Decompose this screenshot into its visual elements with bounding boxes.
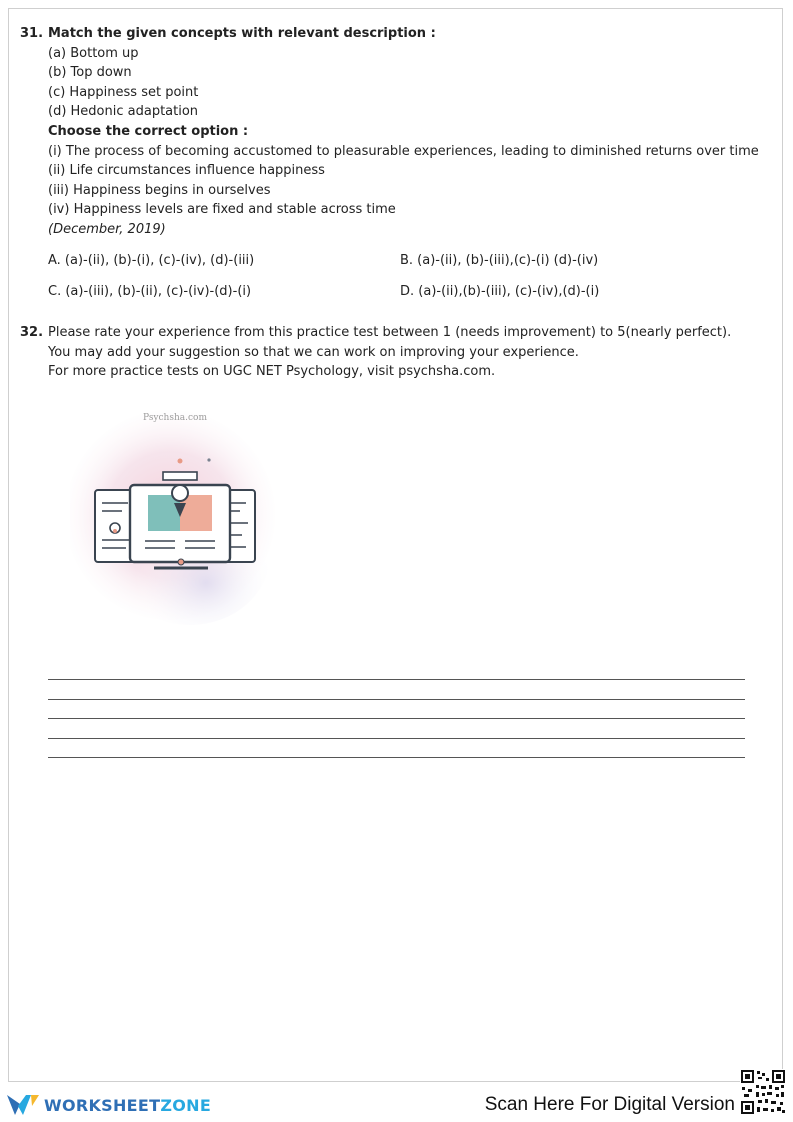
qr-code-icon[interactable] (740, 1069, 786, 1115)
option-a[interactable]: A. (a)-(ii), (b)-(i), (c)-(iv), (d)-(iii) (48, 253, 255, 268)
computer-book-illustration (70, 405, 280, 630)
feedback-line-1: Please rate your experience from this practice test between 1 (needs improvement) to 5(nearly perfect). (48, 325, 732, 340)
description-iii: (iii) Happiness begins in ourselves (48, 182, 271, 198)
option-c[interactable]: C. (a)-(iii), (b)-(ii), (c)-(iv)-(d)-(i) (48, 284, 252, 299)
concept-a: (a) Bottom up (48, 45, 139, 61)
option-b[interactable]: B. (a)-(ii), (b)-(iii),(c)-(i) (d)-(iv) (400, 253, 599, 268)
worksheet-zone-logo-icon (6, 1092, 42, 1118)
answer-line[interactable] (48, 757, 745, 758)
choose-label: Choose the correct option : (48, 123, 249, 139)
description-ii: (ii) Life circumstances influence happiness (48, 163, 325, 179)
feedback-line-2: You may add your suggestion so that we can work on improving your experience. (48, 344, 579, 360)
concept-b: (b) Top down (48, 65, 132, 81)
scan-text: Scan Here For Digital Version (484, 1094, 735, 1115)
option-d[interactable]: D. (a)-(ii),(b)-(iii), (c)-(iv),(d)-(i) (400, 284, 600, 299)
feedback-line-3: For more practice tests on UGC NET Psychology, visit psychsha.com. (48, 364, 496, 380)
answer-line[interactable] (48, 699, 745, 700)
question-source: (December, 2019) (48, 221, 166, 237)
brand-name (44, 1096, 211, 1115)
description-iv: (iv) Happiness levels are fixed and stable across time (48, 202, 396, 218)
brand-part-zone: ZONE (160, 1096, 212, 1115)
question-number: 31. (20, 26, 44, 41)
question-prompt: Match the given concepts with relevant description : (48, 26, 436, 41)
answer-line[interactable] (48, 679, 745, 680)
question-number: 32. (20, 325, 44, 340)
answer-line[interactable] (48, 718, 745, 719)
brand-part-worksheet: WORKSHEET (44, 1096, 161, 1115)
answer-line[interactable] (48, 738, 745, 739)
illustration (70, 405, 280, 630)
concept-d: (d) Hedonic adaptation (48, 104, 199, 120)
illustration-watermark: Psychsha.com (143, 413, 207, 423)
description-i: (i) The process of becoming accustomed to pleasurable experiences, leading to diminished returns over time (48, 143, 759, 159)
concept-c: (c) Happiness set point (48, 84, 199, 100)
